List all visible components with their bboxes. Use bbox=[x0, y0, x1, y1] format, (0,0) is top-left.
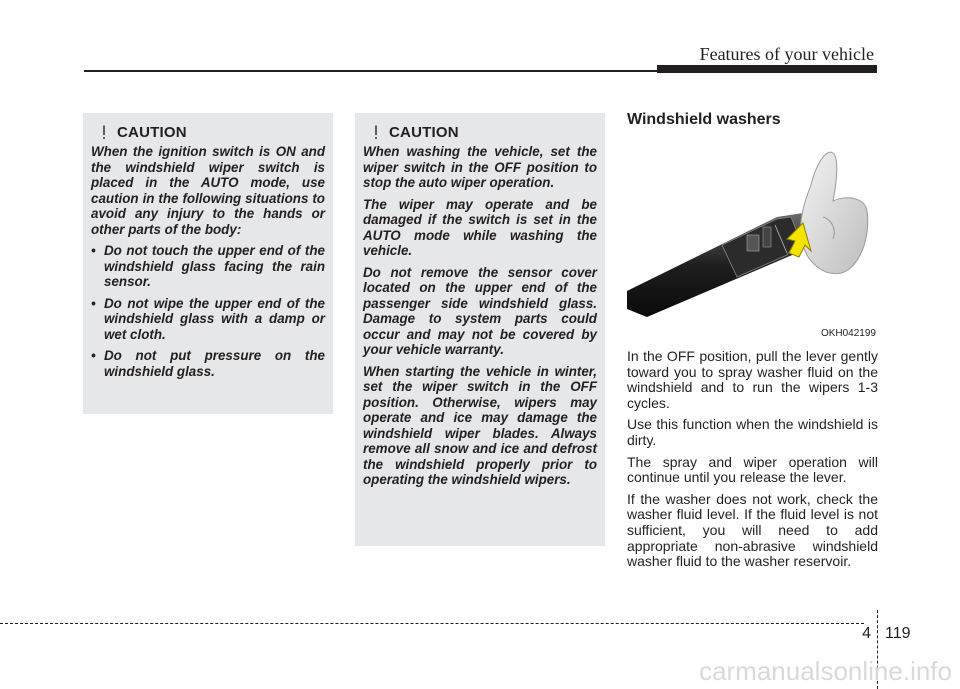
wiper-lever-image bbox=[627, 141, 878, 341]
body-paragraph: In the OFF position, pull the lever gently toward you to spray washer fluid on the windshield and to run the wipers 1-3 cycles. bbox=[627, 348, 878, 411]
running-header: Features of your vehicle bbox=[699, 44, 874, 64]
header-rule-accent bbox=[657, 65, 877, 73]
caution-bullet: • Do not touch the upper end of the windshield glass facing the rain sensor. bbox=[91, 243, 325, 290]
caution-bullet: • Do not put pressure on the windshield glass. bbox=[91, 348, 325, 379]
footer-rule bbox=[0, 623, 864, 624]
watermark-link[interactable]: carmanualsonline.info bbox=[699, 656, 952, 686]
wiper-lever-illustration bbox=[627, 141, 878, 341]
caution-bullet: • Do not wipe the upper end of the windshield glass with a damp or wet cloth. bbox=[91, 296, 325, 343]
windshield-washers-section bbox=[627, 111, 878, 576]
chapter-number: 4 bbox=[862, 625, 871, 642]
caution-header bbox=[363, 123, 597, 141]
caution-paragraph: The wiper may operate and be damaged if the switch is set in the AUTO mode while washing the vehicle. bbox=[363, 196, 597, 258]
caution-header bbox=[91, 123, 325, 141]
warning-triangle-icon bbox=[95, 124, 113, 140]
caution-intro: When the ignition switch is ON and the windshield wiper switch is placed in the AUTO mode, use caution in the following situations to avoid any injury to the hands or other parts of the body: bbox=[91, 144, 325, 237]
warning-triangle-icon bbox=[367, 124, 385, 140]
body-paragraph: If the washer does not work, check the washer fluid level. If the fluid level is not sufficient, you will need to add appropriate non-abrasive windshield washer fluid to the washer reservoir. bbox=[627, 490, 878, 570]
caution-bullet-list bbox=[91, 243, 325, 379]
body-paragraph: The spray and wiper operation will continue until you release the lever. bbox=[627, 453, 878, 486]
caution-box-ignition bbox=[83, 113, 333, 414]
caution-box-washing bbox=[355, 113, 605, 546]
caution-paragraph: When washing the vehicle, set the wiper switch in the OFF position to stop the auto wiper operation. bbox=[363, 144, 597, 190]
caution-title: CAUTION bbox=[117, 123, 187, 141]
caution-paragraph: When starting the vehicle in winter, set the wiper switch in the OFF position. Otherwise, wipers may operate and ice may damage the windshield wiper blades. Always remove all snow and ice and defrost the windshield properly prior to operating the windshield wipers. bbox=[363, 363, 597, 487]
caution-paragraph: Do not remove the sensor cover located on the upper end of the passenger side windshield glass. Damage to system parts could occur and may not be covered by your vehicle warranty. bbox=[363, 264, 597, 357]
section-heading: Windshield washers bbox=[627, 111, 781, 128]
image-code-label: OKH042199 bbox=[820, 328, 876, 339]
body-paragraph: Use this function when the windshield is dirty. bbox=[627, 416, 878, 448]
page-number: 119 bbox=[885, 625, 911, 642]
caution-title: CAUTION bbox=[389, 123, 459, 141]
